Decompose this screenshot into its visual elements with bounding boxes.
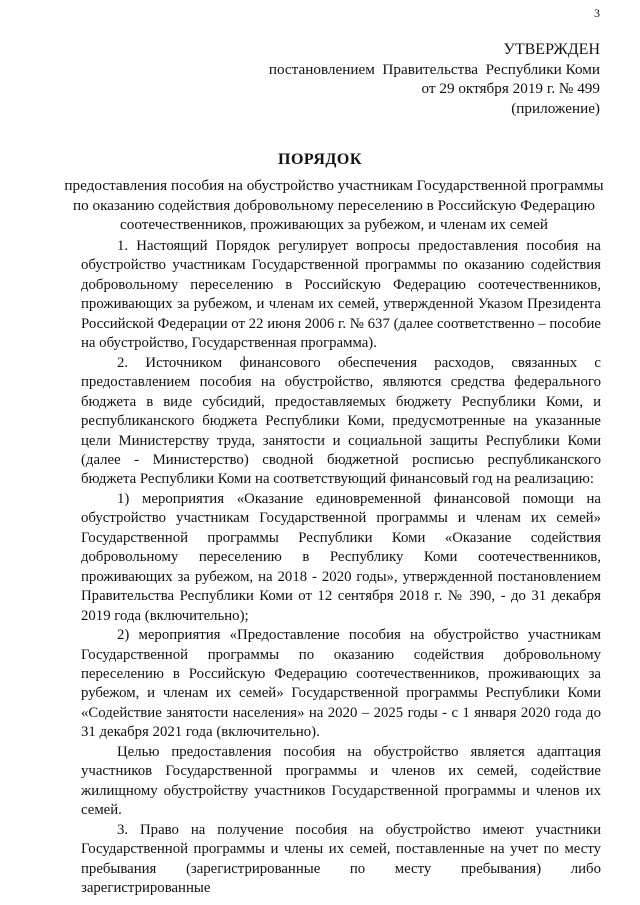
paragraph-3: 3. Право на получение пособия на обустройство имеют участники Государственной программы и члены их семей, поставленные на учет по месту пребывания (зарегистрированные по месту пребывания) либо зарегистрированные (81, 821, 601, 896)
document-body (81, 237, 601, 898)
approval-heading: УТВЕРЖДЕН (503, 41, 600, 58)
approval-decree: постановлением Правительства Республики Коми (268, 60, 600, 78)
paragraph-2-item-2: 2) мероприятия «Предоставление пособия на обустройство участникам Государственной программы по оказанию содействия добровольному переселению в Российскую Федерацию соотечественников, проживающих за рубежом, и членам их семей» Государственной программы Республики Коми «Содействие занятости населения» на 2020 – 2025 годы - с 1 января 2020 года до 31 декабря 2021 года (включительно). (81, 627, 601, 741)
document-subtitle: предоставления пособия на обустройство участникам Государственной программы по оказанию содействия добровольному переселению в Российскую Федерацию соотечественников, проживающих за рубежом, и членам их семей (64, 177, 604, 233)
approval-block (269, 40, 600, 118)
paragraph-1: 1. Настоящий Порядок регулирует вопросы предоставления пособия на обустройство участникам Государственной программы по оказанию содействия добровольному переселению в Российскую Федерацию соотечественников, проживающих за рубежом, и членам их семей, утвержденной Указом Президента Российской Федерации от 22 июня 2006 г. № 637 (далее соответственно – пособие на обустройство, Государственная программа). (81, 238, 601, 352)
paragraph-purpose: Целью предоставления пособия на обустройство является адаптация участников Государственной программы и членов их семей, содействие жилищному обустройству участников Государственной программы и членов их семей. (81, 743, 601, 819)
approval-date: от 29 октября 2019 г. № 499 (421, 80, 600, 97)
paragraph-2-item-1: 1) мероприятия «Оказание единовременной финансовой помощи на обустройство участникам Государственной программы и членам их семей» Государственной программы Республики Коми «Оказание содействия добровольному переселению в Республику Коми соотечественников, проживающих за рубежом, на 2018 - 2020 годы», утвержденной постановлением Правительства Республики Коми от 12 сентября 2018 г. № 390, - до 31 декабря 2019 года (включительно); (81, 490, 601, 624)
page-number: 3 (594, 6, 600, 20)
approval-appendix: (приложение) (511, 99, 600, 117)
paragraph-2: 2. Источником финансового обеспечения расходов, связанных с предоставлением пособия на обустройство, являются средства федерального бюджета в виде субсидий, предоставляемых бюджету Республики Коми, и республиканского бюджета Республики Коми, предусмотренные на указанные цели Министерству труда, занятости и социальной защиты Республики Коми (далее - Министерство) сводной бюджетной росписью республиканского бюджета Республики Коми на соответствующий финансовый год на реализацию: (81, 354, 601, 488)
document-title: ПОРЯДОК (278, 151, 362, 168)
